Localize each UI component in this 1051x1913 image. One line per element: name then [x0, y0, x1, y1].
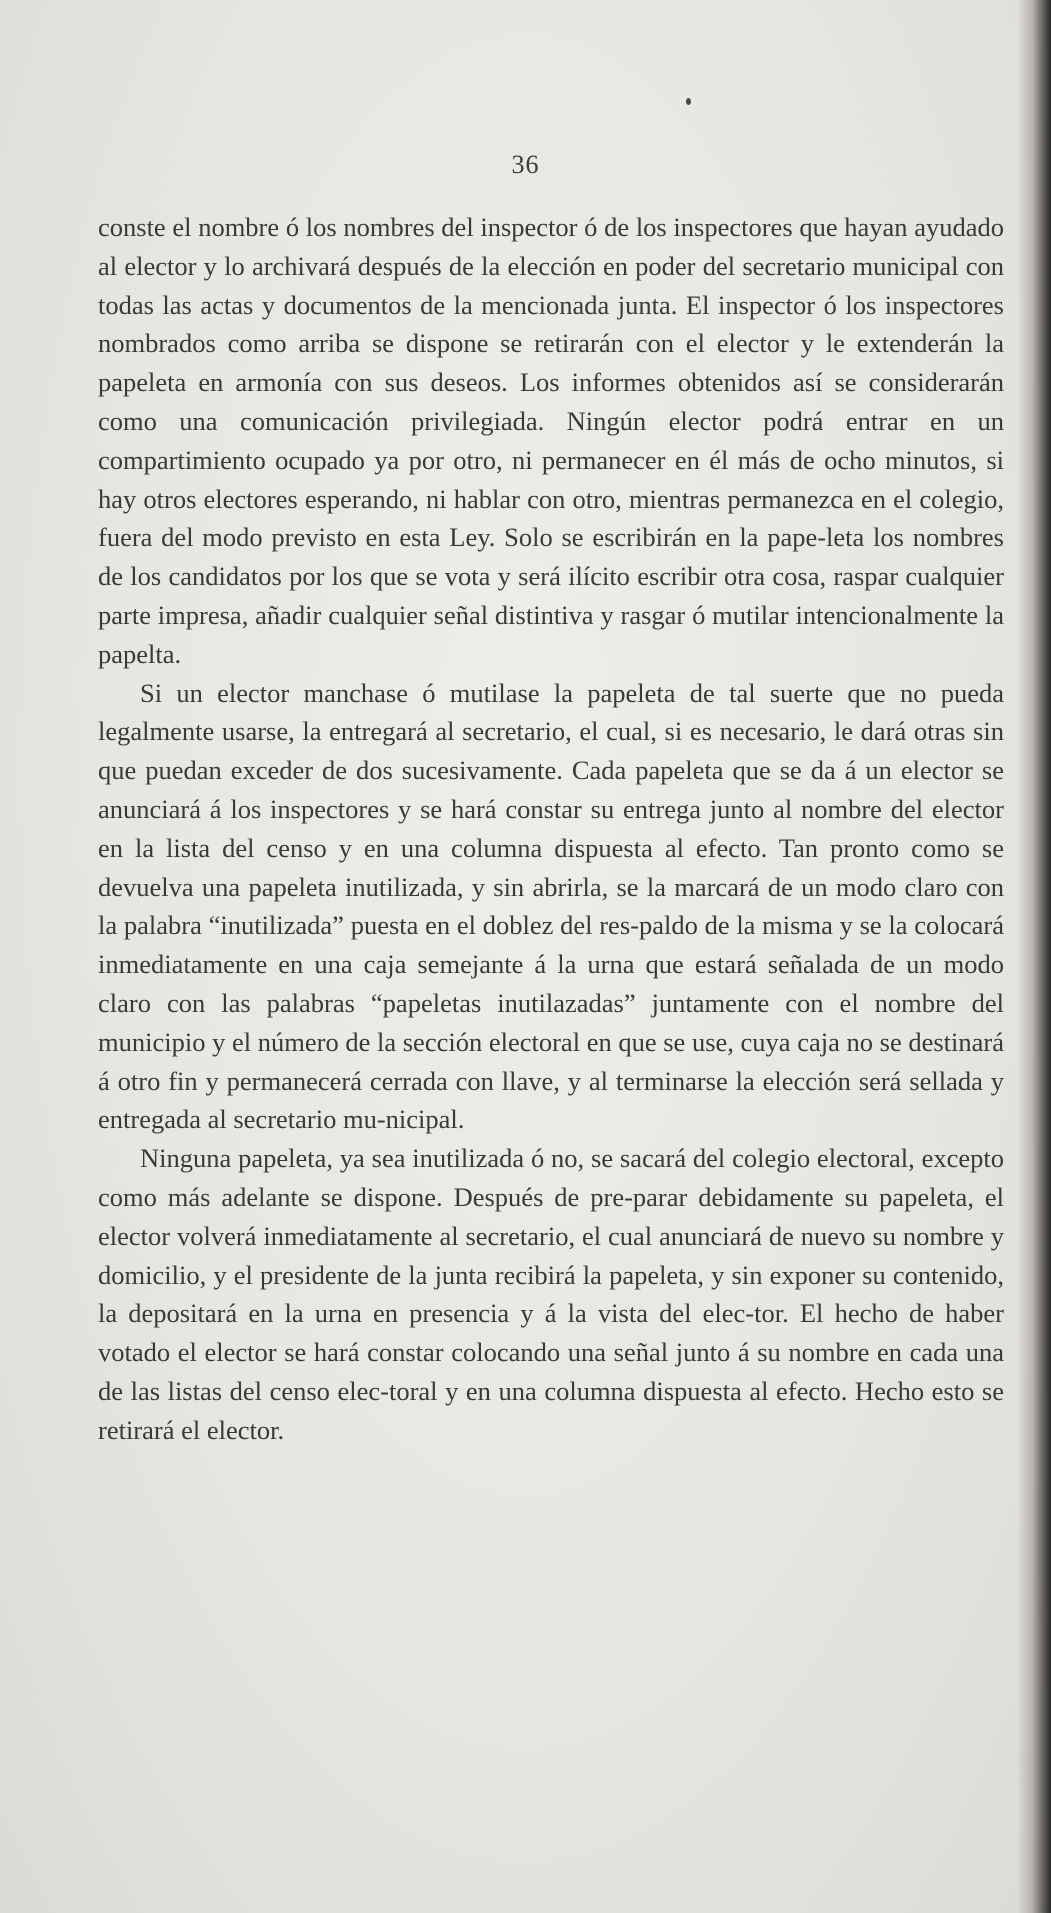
paragraph-1: conste el nombre ó los nombres del inspector ó de los inspectores que hayan ayudado al elector y lo archivará después de la elección en poder del secretario municipal con todas las actas y documentos de la mencionada junta. El inspector ó los inspectores nombrados como arriba se dispone se retirarán con el elector y le extenderán la papeleta en armonía con sus deseos. Los informes obtenidos así se considerarán como una comunicación privilegiada. Ningún elector podrá entrar en un compartimiento ocupado ya por otro, ni permanecer en él más de ocho minutos, si hay otros electores esperando, ni hablar con otro, mientras permanezca en el colegio, fuera del modo previsto en esta Ley. Solo se escribirán en la pape-leta los nombres de los candidatos por los que se vota y será ilícito escribir otra cosa, raspar cualquier parte impresa, añadir cualquier señal distintiva y rasgar ó mutilar intencionalmente la papelta.	[98, 212, 1004, 669]
page-number: 36	[511, 150, 540, 179]
binding-edge-shadow	[1017, 0, 1051, 1913]
ink-speck	[686, 98, 691, 105]
body-text	[98, 208, 1004, 1450]
paragraph-3: Ninguna papeleta, ya sea inutilizada ó no, se sacará del colegio electoral, excepto como más adelante se dispone. Después de pre-parar debidamente su papeleta, el elector volverá inmediatamente al secretario, el cual anunciará de nuevo su nombre y domicilio, y el presidente de la junta recibirá la papeleta, y sin exponer su contenido, la depositará en la urna en presencia y á la vista del elec-tor. El hecho de haber votado el elector se hará constar colocando una señal junto á su nombre en cada una de las listas del censo elec-toral y en una columna dispuesta al efecto. Hecho esto se retirará el elector.	[98, 1143, 1004, 1445]
paragraph-2: Si un elector manchase ó mutilase la papeleta de tal suerte que no pueda legalmente usarse, la entregará al secretario, el cual, si es necesario, le dará otras sin que puedan exceder de dos sucesivamente. Cada papeleta que se da á un elector se anunciará á los inspectores y se hará constar su entrega junto al nombre del elector en la lista del censo y en una columna dispuesta al efecto. Tan pronto como se devuelva una papeleta inutilizada, y sin abrirla, se la marcará de un modo claro con la palabra “inutilizada” puesta en el doblez del res-paldo de la misma y se la colocará inmediatamente en una caja semejante á la urna que estará señalada de un modo claro con las palabras “papeletas inutilazadas” juntamente con el nombre del municipio y el número de la sección electoral en que se use, cuya caja no se destinará á otro fin y permanecerá cerrada con llave, y al terminarse la elección será sellada y entregada al secretario mu-nicipal.	[98, 677, 1004, 1135]
